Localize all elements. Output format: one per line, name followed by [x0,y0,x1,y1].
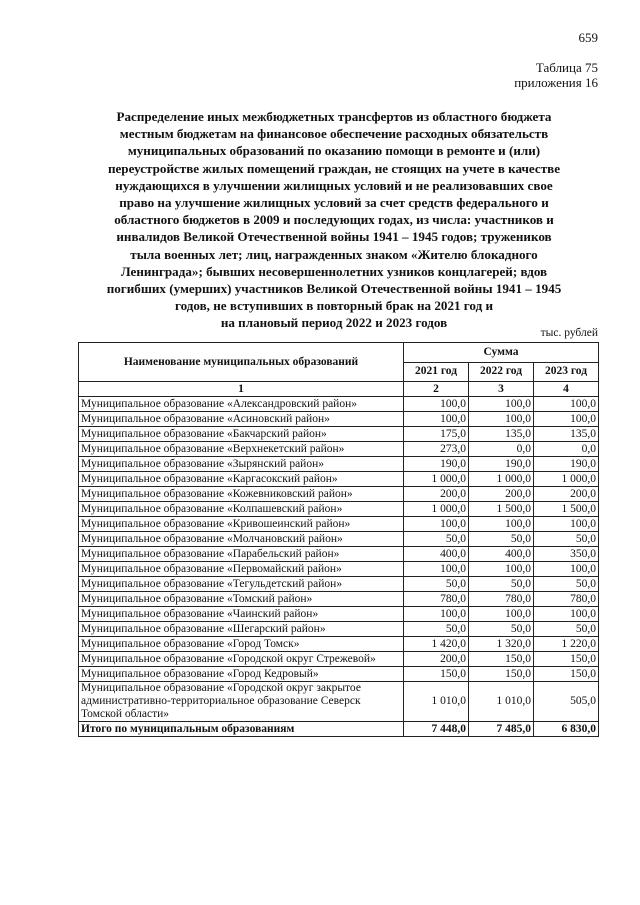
value-2023: 100,0 [534,412,599,427]
value-2021: 273,0 [404,442,469,457]
total-row [79,722,599,737]
title-line: Ленинграда»; бывших несовершеннолетних узников концлагерей; вдов [120,263,548,279]
value-2023: 50,0 [534,577,599,592]
column-index-3: 3 [469,382,534,397]
table-ref-line-2: приложения 16 [514,75,598,90]
value-2021: 100,0 [404,562,469,577]
title-line: погибших (умерших) участников Великой Отечественной войны 1941 – 1945 [106,281,562,297]
value-2022: 100,0 [469,412,534,427]
value-2023: 135,0 [534,427,599,442]
units-label: тыс. рублей [540,327,598,339]
value-2022: 7 485,0 [469,722,534,737]
header-year-2022: 2022 год [469,362,534,382]
title-line: местным бюджетам на финансовое обеспечение расходных обязательств [119,126,549,142]
value-2022: 190,0 [469,457,534,472]
value-2022: 50,0 [469,532,534,547]
municipality-name: Муниципальное образование «Первомайский район» [79,562,404,577]
value-2021: 100,0 [404,412,469,427]
table-row [79,472,599,487]
table-row [79,397,599,412]
header-year-2023: 2023 год [534,362,599,382]
municipality-name: Итого по муниципальным образованиям [79,722,404,737]
value-2021: 7 448,0 [404,722,469,737]
value-2023: 0,0 [534,442,599,457]
municipality-name: Муниципальное образование «Александровский район» [79,397,404,412]
title-line: Распределение иных межбюджетных трансфертов из областного бюджета [116,109,552,124]
value-2021: 175,0 [404,427,469,442]
title-line: право на улучшение жилищных условий за счет средств федерального и [119,195,549,211]
table-row [79,457,599,472]
value-2022: 200,0 [469,487,534,502]
value-2022: 1 500,0 [469,502,534,517]
value-2021: 190,0 [404,457,469,472]
value-2021: 100,0 [404,397,469,412]
title-line: переустройстве жилых помещений граждан, не стоящих на учете в качестве [107,160,561,176]
value-2021: 200,0 [404,487,469,502]
municipality-name: Муниципальное образование «Верхнекетский район» [79,442,404,457]
column-index-4: 4 [534,382,599,397]
table-body [79,397,599,737]
municipality-name: Муниципальное образование «Кривошеинский район» [79,517,404,532]
value-2021: 400,0 [404,547,469,562]
value-2021: 150,0 [404,667,469,682]
value-2023: 100,0 [534,607,599,622]
value-2021: 1 420,0 [404,637,469,652]
document-title [70,108,598,332]
table-row [79,682,599,722]
value-2022: 1 000,0 [469,472,534,487]
value-2022: 100,0 [469,562,534,577]
table-row [79,637,599,652]
municipality-name: Муниципальное образование «Парабельский район» [79,547,404,562]
value-2023: 780,0 [534,592,599,607]
header-year-2021: 2021 год [404,362,469,382]
value-2021: 1 000,0 [404,502,469,517]
municipality-name: Муниципальное образование «Кожевниковский район» [79,487,404,502]
table-row [79,502,599,517]
header-name: Наименование муниципальных образований [79,343,404,382]
municipality-name: Муниципальное образование «Тегульдетский район» [79,577,404,592]
value-2022: 150,0 [469,667,534,682]
value-2021: 50,0 [404,577,469,592]
value-2022: 100,0 [469,397,534,412]
value-2023: 1 000,0 [534,472,599,487]
value-2023: 1 500,0 [534,502,599,517]
value-2023: 150,0 [534,652,599,667]
value-2023: 190,0 [534,457,599,472]
page-number: 659 [578,30,598,45]
value-2022: 50,0 [469,577,534,592]
table-ref-line-1: Таблица 75 [535,60,598,75]
value-2022: 150,0 [469,652,534,667]
value-2023: 50,0 [534,622,599,637]
title-line: областного бюджетов в 2009 и последующих годах, из числа: участников и [114,212,554,228]
municipality-name: Муниципальное образование «Колпашевский район» [79,502,404,517]
value-2022: 50,0 [469,622,534,637]
value-2022: 100,0 [469,517,534,532]
value-2023: 150,0 [534,667,599,682]
value-2022: 0,0 [469,442,534,457]
title-line: годов, не вступивших в повторный брак на 2021 год и [174,298,494,314]
value-2022: 780,0 [469,592,534,607]
title-line: на плановый период 2022 и 2023 годов [220,315,448,331]
value-2023: 6 830,0 [534,722,599,737]
table-row [79,622,599,637]
table-row [79,592,599,607]
value-2021: 100,0 [404,607,469,622]
value-2021: 50,0 [404,622,469,637]
municipality-name: Муниципальное образование «Каргасокский район» [79,472,404,487]
value-2021: 780,0 [404,592,469,607]
value-2023: 505,0 [534,682,599,722]
value-2022: 400,0 [469,547,534,562]
value-2023: 200,0 [534,487,599,502]
distribution-table [78,342,599,737]
municipality-name: Муниципальное образование «Асиновский район» [79,412,404,427]
municipality-name: Муниципальное образование «Город Томск» [79,637,404,652]
table-row [79,412,599,427]
value-2023: 100,0 [534,517,599,532]
title-line: муниципальных образований по оказанию помощи в ремонте и (или) [127,143,541,159]
value-2022: 100,0 [469,607,534,622]
table-row [79,487,599,502]
table-row [79,652,599,667]
table-row [79,547,599,562]
title-line: нуждающихся в улучшении жилищных условий и не реализовавших свое [115,177,553,193]
table-row [79,442,599,457]
title-line: тыла военных лет; лиц, награжденных знаком «Жителю блокадного [130,246,538,262]
table-row [79,607,599,622]
table-row [79,517,599,532]
municipality-name: Муниципальное образование «Городской округ Стрежевой» [79,652,404,667]
table-row [79,532,599,547]
value-2022: 1 010,0 [469,682,534,722]
value-2021: 1 000,0 [404,472,469,487]
municipality-name: Муниципальное образование «Шегарский район» [79,622,404,637]
municipality-name: Муниципальное образование «Зырянский район» [79,457,404,472]
value-2021: 100,0 [404,517,469,532]
municipality-name: Муниципальное образование «Молчановский район» [79,532,404,547]
municipality-name: Муниципальное образование «Город Кедровый» [79,667,404,682]
municipality-name: Муниципальное образование «Чаинский район» [79,607,404,622]
title-line: инвалидов Великой Отечественной войны 1941 – 1945 годов; тружеников [116,229,552,245]
table-row [79,427,599,442]
column-index-2: 2 [404,382,469,397]
value-2021: 1 010,0 [404,682,469,722]
value-2023: 100,0 [534,397,599,412]
table-reference [514,60,598,90]
table-row [79,667,599,682]
value-2021: 200,0 [404,652,469,667]
value-2023: 50,0 [534,532,599,547]
column-index-1: 1 [79,382,404,397]
municipality-name: Муниципальное образование «Городской округ закрытое административно-территориальное образование Северск Томской области» [79,682,404,722]
header-sum: Сумма [404,343,599,363]
municipality-name: Муниципальное образование «Бакчарский район» [79,427,404,442]
value-2022: 1 320,0 [469,637,534,652]
table-row [79,562,599,577]
value-2023: 350,0 [534,547,599,562]
municipality-name: Муниципальное образование «Томский район» [79,592,404,607]
value-2022: 135,0 [469,427,534,442]
table-row [79,577,599,592]
value-2021: 50,0 [404,532,469,547]
value-2023: 1 220,0 [534,637,599,652]
value-2023: 100,0 [534,562,599,577]
